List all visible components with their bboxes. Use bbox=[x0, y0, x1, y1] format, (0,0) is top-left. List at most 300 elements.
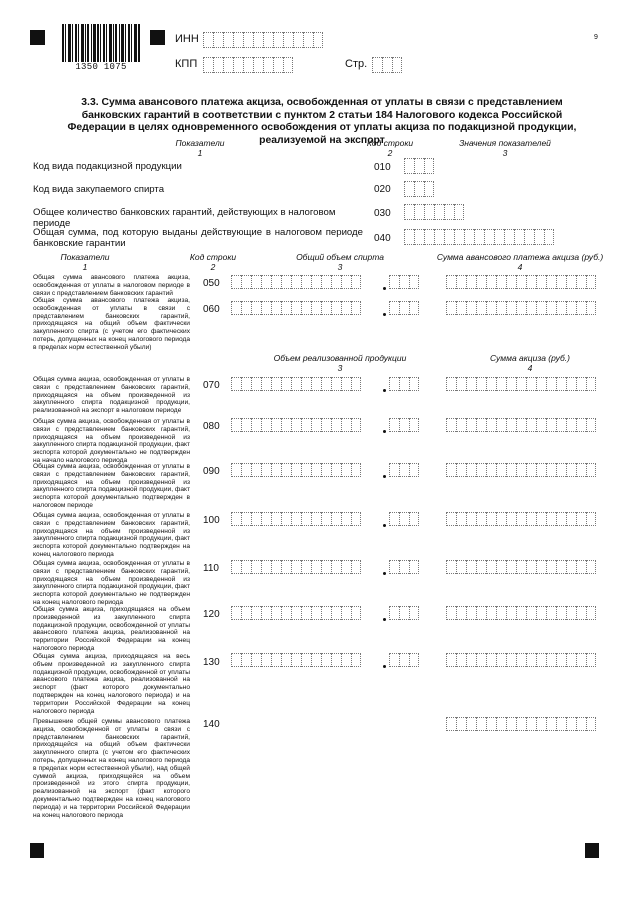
input-cell[interactable] bbox=[231, 275, 241, 289]
input-cell[interactable] bbox=[516, 717, 526, 731]
input-cell[interactable] bbox=[331, 512, 341, 526]
input-cell[interactable] bbox=[414, 181, 424, 197]
input-cell[interactable] bbox=[253, 32, 263, 48]
input-cell[interactable] bbox=[241, 560, 251, 574]
input-cell[interactable] bbox=[504, 229, 514, 245]
input-cell[interactable] bbox=[476, 653, 486, 667]
input-cell[interactable] bbox=[321, 560, 331, 574]
input-cell[interactable] bbox=[291, 418, 301, 432]
input-cell[interactable] bbox=[311, 418, 321, 432]
input-cell[interactable] bbox=[291, 606, 301, 620]
input-cell[interactable] bbox=[526, 377, 536, 391]
input-cell[interactable] bbox=[466, 606, 476, 620]
input-cell[interactable] bbox=[456, 275, 466, 289]
input-cell[interactable] bbox=[303, 32, 313, 48]
input-cell[interactable] bbox=[291, 463, 301, 477]
input-cell[interactable] bbox=[389, 463, 399, 477]
input-cell[interactable] bbox=[446, 301, 456, 315]
input-cell[interactable] bbox=[476, 512, 486, 526]
input-cell[interactable] bbox=[321, 275, 331, 289]
input-cell[interactable] bbox=[261, 653, 271, 667]
input-cell[interactable] bbox=[311, 560, 321, 574]
input-cell[interactable] bbox=[271, 377, 281, 391]
input-cell[interactable] bbox=[476, 717, 486, 731]
input-cell[interactable] bbox=[496, 512, 506, 526]
input-cell[interactable] bbox=[271, 301, 281, 315]
input-cell[interactable] bbox=[351, 512, 361, 526]
input-cell[interactable] bbox=[516, 377, 526, 391]
row-080-volume-int[interactable] bbox=[231, 418, 361, 432]
input-cell[interactable] bbox=[231, 301, 241, 315]
input-cell[interactable] bbox=[351, 463, 361, 477]
input-cell[interactable] bbox=[536, 377, 546, 391]
input-cell[interactable] bbox=[331, 560, 341, 574]
input-cell[interactable] bbox=[261, 301, 271, 315]
input-cell[interactable] bbox=[536, 717, 546, 731]
input-cell[interactable] bbox=[466, 560, 476, 574]
input-cell[interactable] bbox=[466, 512, 476, 526]
input-cell[interactable] bbox=[506, 463, 516, 477]
input-cell[interactable] bbox=[273, 32, 283, 48]
input-cell[interactable] bbox=[291, 275, 301, 289]
input-cell[interactable] bbox=[496, 653, 506, 667]
input-cell[interactable] bbox=[536, 512, 546, 526]
input-cell[interactable] bbox=[506, 377, 516, 391]
input-cell[interactable] bbox=[476, 560, 486, 574]
input-cell[interactable] bbox=[321, 653, 331, 667]
input-cell[interactable] bbox=[444, 204, 454, 220]
input-cell[interactable] bbox=[536, 463, 546, 477]
input-cell[interactable] bbox=[251, 377, 261, 391]
input-cell[interactable] bbox=[586, 463, 596, 477]
input-cell[interactable] bbox=[233, 57, 243, 73]
input-cell[interactable] bbox=[291, 301, 301, 315]
input-cell[interactable] bbox=[526, 560, 536, 574]
input-cell[interactable] bbox=[526, 418, 536, 432]
input-cell[interactable] bbox=[586, 512, 596, 526]
input-cell[interactable] bbox=[301, 653, 311, 667]
input-cell[interactable] bbox=[281, 301, 291, 315]
input-cell[interactable] bbox=[341, 512, 351, 526]
input-cell[interactable] bbox=[516, 606, 526, 620]
input-cell[interactable] bbox=[414, 204, 424, 220]
input-cell[interactable] bbox=[446, 560, 456, 574]
input-cell[interactable] bbox=[404, 229, 414, 245]
input-cell[interactable] bbox=[546, 301, 556, 315]
input-cell[interactable] bbox=[486, 606, 496, 620]
input-cell[interactable] bbox=[524, 229, 534, 245]
input-cell[interactable] bbox=[283, 32, 293, 48]
page-number-cells[interactable] bbox=[372, 57, 402, 73]
input-cell[interactable] bbox=[536, 418, 546, 432]
input-cell[interactable] bbox=[341, 377, 351, 391]
input-cell[interactable] bbox=[213, 32, 223, 48]
input-cell[interactable] bbox=[341, 275, 351, 289]
input-cell[interactable] bbox=[231, 512, 241, 526]
input-cell[interactable] bbox=[351, 653, 361, 667]
input-cell[interactable] bbox=[389, 275, 399, 289]
input-cell[interactable] bbox=[536, 606, 546, 620]
row-090-amount[interactable] bbox=[446, 463, 596, 477]
input-cell[interactable] bbox=[496, 606, 506, 620]
input-cell[interactable] bbox=[409, 301, 419, 315]
input-cell[interactable] bbox=[231, 377, 241, 391]
input-cell[interactable] bbox=[466, 275, 476, 289]
input-cell[interactable] bbox=[331, 275, 341, 289]
input-cell[interactable] bbox=[556, 653, 566, 667]
input-cell[interactable] bbox=[389, 512, 399, 526]
input-cell[interactable] bbox=[231, 560, 241, 574]
input-cell[interactable] bbox=[351, 301, 361, 315]
input-cell[interactable] bbox=[382, 57, 392, 73]
row-080-volume-frac[interactable] bbox=[389, 418, 419, 432]
input-cell[interactable] bbox=[496, 377, 506, 391]
input-cell[interactable] bbox=[281, 463, 291, 477]
input-cell[interactable] bbox=[466, 377, 476, 391]
input-cell[interactable] bbox=[516, 512, 526, 526]
input-cell[interactable] bbox=[586, 377, 596, 391]
row-100-amount[interactable] bbox=[446, 512, 596, 526]
input-cell[interactable] bbox=[261, 418, 271, 432]
input-cell[interactable] bbox=[399, 463, 409, 477]
row-040-cells[interactable] bbox=[404, 229, 554, 245]
input-cell[interactable] bbox=[434, 229, 444, 245]
row-080-amount[interactable] bbox=[446, 418, 596, 432]
input-cell[interactable] bbox=[456, 512, 466, 526]
input-cell[interactable] bbox=[586, 301, 596, 315]
input-cell[interactable] bbox=[409, 275, 419, 289]
input-cell[interactable] bbox=[556, 512, 566, 526]
input-cell[interactable] bbox=[556, 463, 566, 477]
input-cell[interactable] bbox=[506, 275, 516, 289]
input-cell[interactable] bbox=[414, 229, 424, 245]
input-cell[interactable] bbox=[566, 418, 576, 432]
input-cell[interactable] bbox=[409, 653, 419, 667]
row-070-volume-frac[interactable] bbox=[389, 377, 419, 391]
input-cell[interactable] bbox=[271, 512, 281, 526]
input-cell[interactable] bbox=[241, 275, 251, 289]
input-cell[interactable] bbox=[456, 377, 466, 391]
input-cell[interactable] bbox=[486, 560, 496, 574]
input-cell[interactable] bbox=[389, 606, 399, 620]
input-cell[interactable] bbox=[486, 463, 496, 477]
input-cell[interactable] bbox=[261, 606, 271, 620]
input-cell[interactable] bbox=[576, 512, 586, 526]
input-cell[interactable] bbox=[446, 512, 456, 526]
input-cell[interactable] bbox=[526, 301, 536, 315]
input-cell[interactable] bbox=[311, 512, 321, 526]
row-050-amount[interactable] bbox=[446, 275, 596, 289]
row-050-volume-frac[interactable] bbox=[389, 275, 419, 289]
input-cell[interactable] bbox=[231, 463, 241, 477]
input-cell[interactable] bbox=[434, 204, 444, 220]
input-cell[interactable] bbox=[331, 301, 341, 315]
input-cell[interactable] bbox=[331, 606, 341, 620]
input-cell[interactable] bbox=[231, 606, 241, 620]
input-cell[interactable] bbox=[424, 204, 434, 220]
input-cell[interactable] bbox=[311, 377, 321, 391]
input-cell[interactable] bbox=[516, 653, 526, 667]
input-cell[interactable] bbox=[261, 512, 271, 526]
row-140-amount[interactable] bbox=[446, 717, 596, 731]
input-cell[interactable] bbox=[546, 560, 556, 574]
input-cell[interactable] bbox=[446, 418, 456, 432]
input-cell[interactable] bbox=[241, 606, 251, 620]
input-cell[interactable] bbox=[496, 275, 506, 289]
input-cell[interactable] bbox=[271, 653, 281, 667]
input-cell[interactable] bbox=[486, 301, 496, 315]
input-cell[interactable] bbox=[311, 463, 321, 477]
input-cell[interactable] bbox=[494, 229, 504, 245]
input-cell[interactable] bbox=[556, 418, 566, 432]
input-cell[interactable] bbox=[241, 463, 251, 477]
input-cell[interactable] bbox=[351, 418, 361, 432]
inn-cells[interactable] bbox=[203, 32, 323, 48]
input-cell[interactable] bbox=[251, 653, 261, 667]
input-cell[interactable] bbox=[576, 301, 586, 315]
input-cell[interactable] bbox=[536, 560, 546, 574]
input-cell[interactable] bbox=[496, 560, 506, 574]
input-cell[interactable] bbox=[399, 275, 409, 289]
input-cell[interactable] bbox=[514, 229, 524, 245]
input-cell[interactable] bbox=[223, 57, 233, 73]
input-cell[interactable] bbox=[293, 32, 303, 48]
input-cell[interactable] bbox=[321, 301, 331, 315]
input-cell[interactable] bbox=[389, 418, 399, 432]
input-cell[interactable] bbox=[399, 377, 409, 391]
input-cell[interactable] bbox=[566, 717, 576, 731]
input-cell[interactable] bbox=[546, 512, 556, 526]
row-100-volume-int[interactable] bbox=[231, 512, 361, 526]
input-cell[interactable] bbox=[506, 418, 516, 432]
input-cell[interactable] bbox=[389, 560, 399, 574]
input-cell[interactable] bbox=[454, 204, 464, 220]
input-cell[interactable] bbox=[546, 377, 556, 391]
input-cell[interactable] bbox=[281, 653, 291, 667]
input-cell[interactable] bbox=[586, 560, 596, 574]
input-cell[interactable] bbox=[271, 606, 281, 620]
input-cell[interactable] bbox=[506, 560, 516, 574]
input-cell[interactable] bbox=[534, 229, 544, 245]
input-cell[interactable] bbox=[241, 418, 251, 432]
row-070-volume-int[interactable] bbox=[231, 377, 361, 391]
input-cell[interactable] bbox=[271, 463, 281, 477]
input-cell[interactable] bbox=[456, 301, 466, 315]
input-cell[interactable] bbox=[301, 418, 311, 432]
input-cell[interactable] bbox=[399, 512, 409, 526]
input-cell[interactable] bbox=[446, 463, 456, 477]
input-cell[interactable] bbox=[506, 606, 516, 620]
input-cell[interactable] bbox=[311, 653, 321, 667]
input-cell[interactable] bbox=[351, 560, 361, 574]
input-cell[interactable] bbox=[456, 463, 466, 477]
input-cell[interactable] bbox=[341, 560, 351, 574]
input-cell[interactable] bbox=[466, 717, 476, 731]
input-cell[interactable] bbox=[261, 463, 271, 477]
input-cell[interactable] bbox=[409, 377, 419, 391]
input-cell[interactable] bbox=[464, 229, 474, 245]
input-cell[interactable] bbox=[399, 560, 409, 574]
input-cell[interactable] bbox=[556, 301, 566, 315]
input-cell[interactable] bbox=[389, 377, 399, 391]
input-cell[interactable] bbox=[456, 560, 466, 574]
row-110-amount[interactable] bbox=[446, 560, 596, 574]
input-cell[interactable] bbox=[466, 301, 476, 315]
input-cell[interactable] bbox=[536, 275, 546, 289]
input-cell[interactable] bbox=[466, 418, 476, 432]
input-cell[interactable] bbox=[496, 717, 506, 731]
input-cell[interactable] bbox=[576, 418, 586, 432]
input-cell[interactable] bbox=[486, 717, 496, 731]
input-cell[interactable] bbox=[321, 463, 331, 477]
input-cell[interactable] bbox=[404, 158, 414, 174]
input-cell[interactable] bbox=[486, 377, 496, 391]
row-010-cells[interactable] bbox=[404, 158, 434, 174]
input-cell[interactable] bbox=[444, 229, 454, 245]
input-cell[interactable] bbox=[516, 463, 526, 477]
input-cell[interactable] bbox=[566, 653, 576, 667]
input-cell[interactable] bbox=[476, 418, 486, 432]
input-cell[interactable] bbox=[586, 275, 596, 289]
input-cell[interactable] bbox=[546, 463, 556, 477]
input-cell[interactable] bbox=[281, 275, 291, 289]
input-cell[interactable] bbox=[311, 301, 321, 315]
input-cell[interactable] bbox=[566, 377, 576, 391]
input-cell[interactable] bbox=[409, 463, 419, 477]
input-cell[interactable] bbox=[496, 418, 506, 432]
input-cell[interactable] bbox=[486, 418, 496, 432]
input-cell[interactable] bbox=[526, 717, 536, 731]
input-cell[interactable] bbox=[446, 653, 456, 667]
input-cell[interactable] bbox=[281, 512, 291, 526]
input-cell[interactable] bbox=[456, 717, 466, 731]
input-cell[interactable] bbox=[291, 560, 301, 574]
input-cell[interactable] bbox=[243, 32, 253, 48]
input-cell[interactable] bbox=[424, 229, 434, 245]
input-cell[interactable] bbox=[586, 653, 596, 667]
input-cell[interactable] bbox=[476, 275, 486, 289]
input-cell[interactable] bbox=[516, 418, 526, 432]
input-cell[interactable] bbox=[566, 275, 576, 289]
input-cell[interactable] bbox=[576, 717, 586, 731]
input-cell[interactable] bbox=[399, 606, 409, 620]
row-100-volume-frac[interactable] bbox=[389, 512, 419, 526]
input-cell[interactable] bbox=[251, 301, 261, 315]
input-cell[interactable] bbox=[566, 463, 576, 477]
input-cell[interactable] bbox=[251, 606, 261, 620]
row-070-amount[interactable] bbox=[446, 377, 596, 391]
input-cell[interactable] bbox=[456, 653, 466, 667]
row-030-cells[interactable] bbox=[404, 204, 464, 220]
input-cell[interactable] bbox=[301, 301, 311, 315]
input-cell[interactable] bbox=[351, 377, 361, 391]
input-cell[interactable] bbox=[341, 653, 351, 667]
input-cell[interactable] bbox=[466, 653, 476, 667]
input-cell[interactable] bbox=[321, 606, 331, 620]
input-cell[interactable] bbox=[576, 653, 586, 667]
input-cell[interactable] bbox=[261, 560, 271, 574]
row-060-volume-int[interactable] bbox=[231, 301, 361, 315]
input-cell[interactable] bbox=[424, 181, 434, 197]
input-cell[interactable] bbox=[301, 463, 311, 477]
row-130-volume-frac[interactable] bbox=[389, 653, 419, 667]
row-120-volume-frac[interactable] bbox=[389, 606, 419, 620]
input-cell[interactable] bbox=[446, 717, 456, 731]
input-cell[interactable] bbox=[516, 275, 526, 289]
input-cell[interactable] bbox=[486, 653, 496, 667]
input-cell[interactable] bbox=[496, 463, 506, 477]
input-cell[interactable] bbox=[526, 463, 536, 477]
row-110-volume-frac[interactable] bbox=[389, 560, 419, 574]
input-cell[interactable] bbox=[253, 57, 263, 73]
input-cell[interactable] bbox=[273, 57, 283, 73]
input-cell[interactable] bbox=[271, 275, 281, 289]
row-090-volume-int[interactable] bbox=[231, 463, 361, 477]
input-cell[interactable] bbox=[476, 377, 486, 391]
input-cell[interactable] bbox=[241, 653, 251, 667]
input-cell[interactable] bbox=[544, 229, 554, 245]
input-cell[interactable] bbox=[372, 57, 382, 73]
row-130-volume-int[interactable] bbox=[231, 653, 361, 667]
input-cell[interactable] bbox=[203, 32, 213, 48]
input-cell[interactable] bbox=[341, 418, 351, 432]
input-cell[interactable] bbox=[536, 653, 546, 667]
input-cell[interactable] bbox=[331, 463, 341, 477]
input-cell[interactable] bbox=[231, 418, 241, 432]
input-cell[interactable] bbox=[231, 653, 241, 667]
input-cell[interactable] bbox=[566, 560, 576, 574]
input-cell[interactable] bbox=[546, 606, 556, 620]
row-110-volume-int[interactable] bbox=[231, 560, 361, 574]
input-cell[interactable] bbox=[281, 560, 291, 574]
input-cell[interactable] bbox=[399, 418, 409, 432]
input-cell[interactable] bbox=[399, 301, 409, 315]
input-cell[interactable] bbox=[291, 512, 301, 526]
input-cell[interactable] bbox=[301, 275, 311, 289]
input-cell[interactable] bbox=[516, 301, 526, 315]
input-cell[interactable] bbox=[389, 301, 399, 315]
row-060-volume-frac[interactable] bbox=[389, 301, 419, 315]
input-cell[interactable] bbox=[576, 560, 586, 574]
input-cell[interactable] bbox=[526, 512, 536, 526]
input-cell[interactable] bbox=[484, 229, 494, 245]
input-cell[interactable] bbox=[506, 653, 516, 667]
input-cell[interactable] bbox=[404, 181, 414, 197]
input-cell[interactable] bbox=[454, 229, 464, 245]
input-cell[interactable] bbox=[456, 606, 466, 620]
row-060-amount[interactable] bbox=[446, 301, 596, 315]
input-cell[interactable] bbox=[311, 275, 321, 289]
input-cell[interactable] bbox=[281, 377, 291, 391]
input-cell[interactable] bbox=[261, 377, 271, 391]
input-cell[interactable] bbox=[389, 653, 399, 667]
input-cell[interactable] bbox=[351, 606, 361, 620]
input-cell[interactable] bbox=[241, 512, 251, 526]
input-cell[interactable] bbox=[301, 560, 311, 574]
input-cell[interactable] bbox=[476, 301, 486, 315]
input-cell[interactable] bbox=[506, 301, 516, 315]
row-050-volume-int[interactable] bbox=[231, 275, 361, 289]
input-cell[interactable] bbox=[291, 653, 301, 667]
input-cell[interactable] bbox=[251, 418, 261, 432]
input-cell[interactable] bbox=[576, 275, 586, 289]
input-cell[interactable] bbox=[556, 717, 566, 731]
input-cell[interactable] bbox=[203, 57, 213, 73]
input-cell[interactable] bbox=[586, 606, 596, 620]
input-cell[interactable] bbox=[566, 512, 576, 526]
input-cell[interactable] bbox=[331, 377, 341, 391]
input-cell[interactable] bbox=[301, 377, 311, 391]
